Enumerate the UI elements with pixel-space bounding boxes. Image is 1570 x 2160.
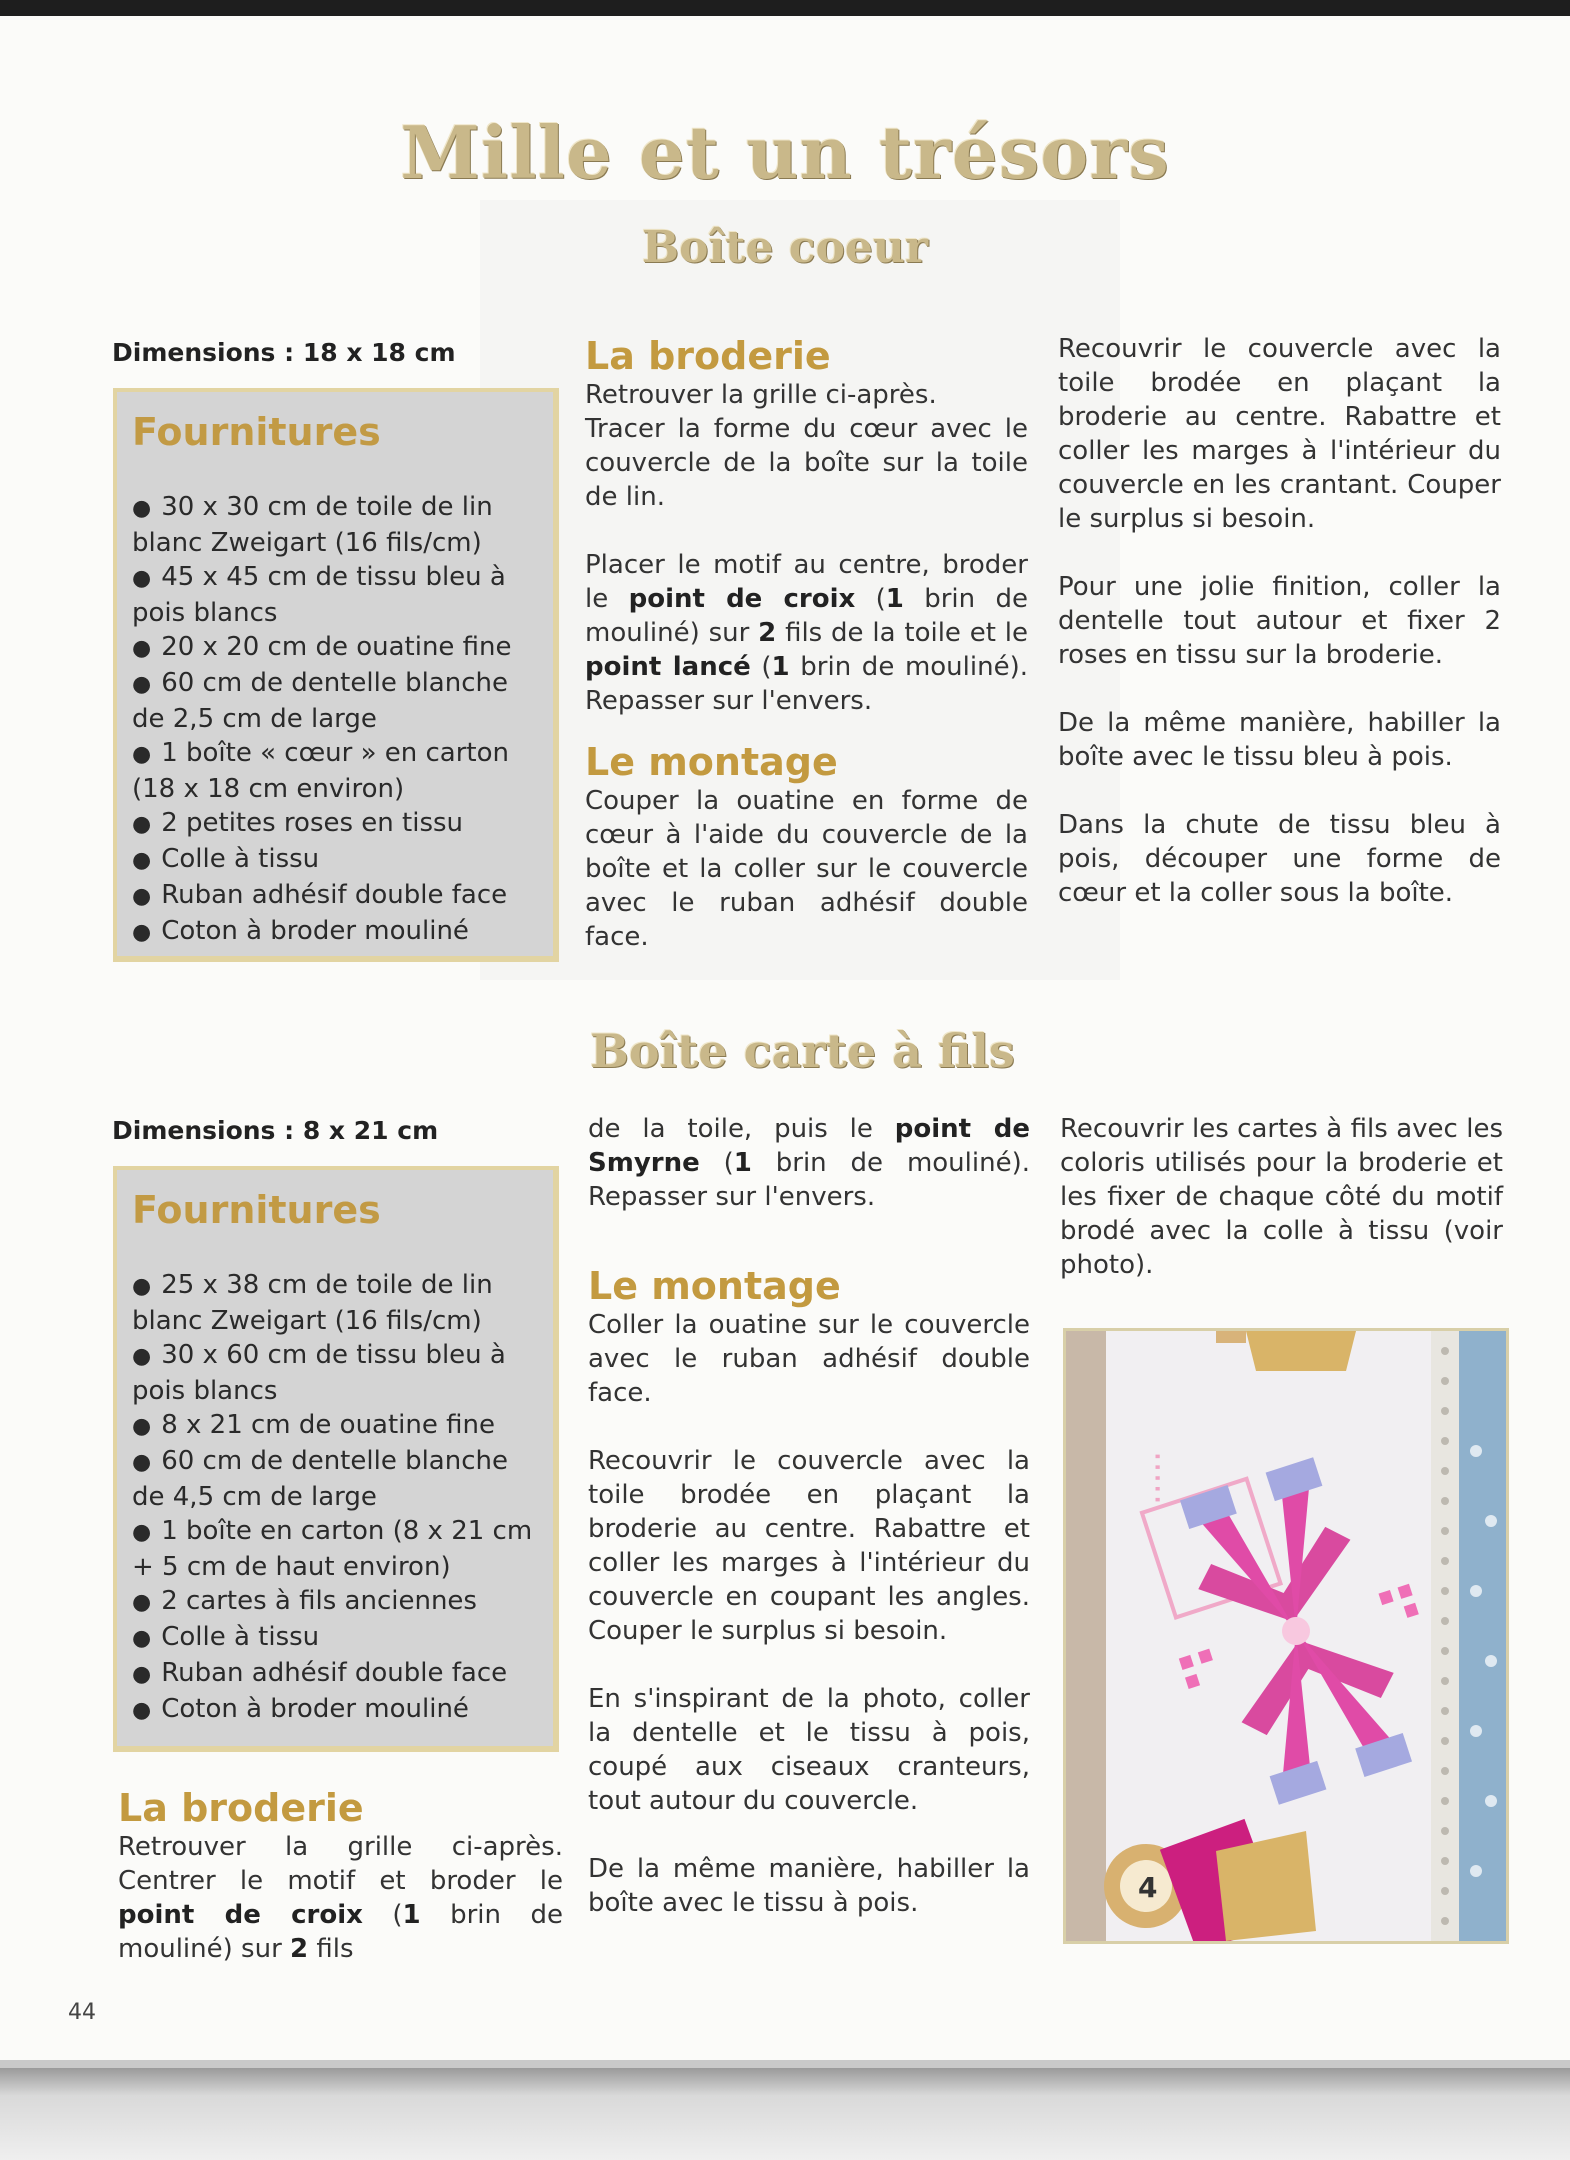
paragraph: Placer le motif au centre, broder le point de croix (1 brin de mouliné) sur 2 fils de la toile et le point lancé (1 brin de mouliné). Repasser sur l'envers. <box>585 550 1028 716</box>
list-item: ● 1 boîte en carton (8 x 21 cm + 5 cm de haut environ) <box>132 1514 545 1584</box>
paragraph: En s'inspirant de la photo, coller la dentelle et le tissu à pois, coupé aux ciseaux cranteurs, tout autour du couvercle. <box>588 1684 1030 1816</box>
list-item: ● 30 x 30 cm de toile de lin blanc Zweigart (16 fils/cm) <box>132 490 545 560</box>
list-item: ● Ruban adhésif double face <box>132 1656 545 1692</box>
paragraph: De la même manière, habiller la boîte avec le tissu à pois. <box>588 1854 1030 1918</box>
heading-le-montage: Le montage <box>585 740 838 784</box>
list-item: ● 25 x 38 cm de toile de lin blanc Zweigart (16 fils/cm) <box>132 1268 545 1338</box>
fournitures-list <box>113 1268 553 1728</box>
scan-bottom-edge <box>0 2068 1570 2160</box>
column-montage-coeur <box>1058 332 1501 910</box>
paragraph: Couper la ouatine en forme de cœur à l'aide du couvercle de la boîte et la coller sur le couvercle avec le ruban adhésif double face. <box>585 786 1028 952</box>
page-number: 44 <box>68 2000 96 2025</box>
card-number: 4 <box>1138 1871 1158 1904</box>
heading-le-montage: Le montage <box>588 1264 841 1308</box>
list-item: ● 20 x 20 cm de ouatine fine <box>132 630 545 666</box>
paragraph: Dans la chute de tissu bleu à pois, découper une forme de cœur et la coller sous la boîte. <box>1058 810 1501 908</box>
list-item: ● Colle à tissu <box>132 842 545 878</box>
embroidery-photo <box>1063 1328 1509 1944</box>
paragraph: Recouvrir le couvercle avec la toile brodée en plaçant la broderie au centre. Rabattre et coller les marges à l'intérieur du couvercle en les crantant. Couper le surplus si besoin. <box>1058 334 1501 534</box>
fournitures-heading: Fournitures <box>132 410 381 454</box>
list-item: ● Coton à broder mouliné <box>132 914 545 950</box>
dimensions-boite-coeur: Dimensions : 18 x 18 cm <box>112 338 456 367</box>
paragraph: Recouvrir le couvercle avec la toile brodée en plaçant la broderie au centre. Rabattre et coller les marges à l'intérieur du couvercle en coupant les angles. Couper le surplus si besoin. <box>588 1446 1030 1646</box>
list-item: ● Ruban adhésif double face <box>132 878 545 914</box>
column-broderie-carte <box>118 1786 563 1966</box>
paragraph: Coller la ouatine sur le couvercle avec le ruban adhésif double face. <box>588 1310 1030 1408</box>
list-item: ● 60 cm de dentelle blanche de 2,5 cm de large <box>132 666 545 736</box>
paragraph: Recouvrir les cartes à fils avec les coloris utilisés pour la broderie et les fixer de chaque côté du motif brodé avec la colle à tissu (voir photo). <box>1060 1114 1503 1280</box>
section-title-boite-coeur: Boîte coeur <box>641 222 929 273</box>
dimensions-boite-carte: Dimensions : 8 x 21 cm <box>112 1116 439 1145</box>
list-item: ● 1 boîte « cœur » en carton (18 x 18 cm environ) <box>132 736 545 806</box>
paragraph: Retrouver la grille ci-après. <box>585 380 937 410</box>
embroidery-illustration <box>1066 1331 1506 1941</box>
column-broderie-coeur <box>585 334 1028 954</box>
heading-la-broderie: La broderie <box>118 1786 364 1830</box>
fournitures-list <box>113 490 553 950</box>
embroidered-text-decoration: ····· <box>1137 1451 1177 1506</box>
fournitures-box-carte <box>113 1166 559 1752</box>
list-item: ● Colle à tissu <box>132 1620 545 1656</box>
scan-top-edge <box>0 0 1570 16</box>
paragraph: Pour une jolie finition, coller la dentelle tout autour et fixer 2 roses en tissu sur la broderie. <box>1058 572 1501 670</box>
page-title: Mille et un trésors <box>400 110 1170 195</box>
column-montage-carte <box>588 1112 1030 1920</box>
list-item: ● Coton à broder mouliné <box>132 1692 545 1728</box>
fournitures-heading: Fournitures <box>132 1188 381 1232</box>
section-title-boite-carte: Boîte carte à fils <box>590 1024 1015 1078</box>
fournitures-box-coeur <box>113 388 559 962</box>
list-item: ● 2 cartes à fils anciennes <box>132 1584 545 1620</box>
list-item: ● 30 x 60 cm de tissu bleu à pois blancs <box>132 1338 545 1408</box>
heading-la-broderie: La broderie <box>585 334 831 378</box>
column-cartes-carte <box>1060 1112 1503 1282</box>
list-item: ● 2 petites roses en tissu <box>132 806 545 842</box>
list-item: ● 45 x 45 cm de tissu bleu à pois blancs <box>132 560 545 630</box>
list-item: ● 8 x 21 cm de ouatine fine <box>132 1408 545 1444</box>
paragraph: De la même manière, habiller la boîte avec le tissu bleu à pois. <box>1058 708 1501 772</box>
list-item: ● 60 cm de dentelle blanche de 4,5 cm de large <box>132 1444 545 1514</box>
paragraph: Tracer la forme du cœur avec le couvercle de la boîte sur la toile de lin. <box>585 414 1028 512</box>
paragraph: Retrouver la grille ci-après. Centrer le motif et broder le point de croix (1 brin de mouliné) sur 2 fils <box>118 1832 563 1964</box>
paragraph: de la toile, puis le point de Smyrne (1 brin de mouliné). Repasser sur l'envers. <box>588 1114 1031 1212</box>
